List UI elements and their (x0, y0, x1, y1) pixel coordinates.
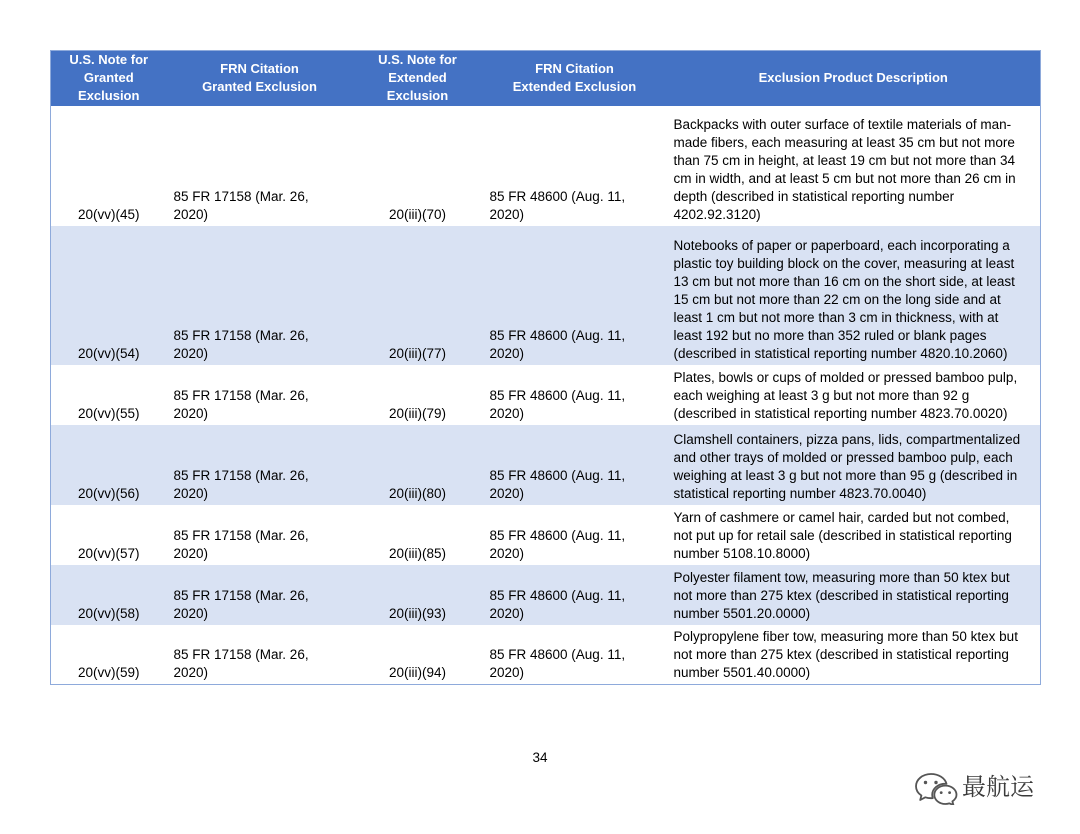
granted-frn-cell (167, 365, 353, 425)
header-granted-frn: FRN Citation Granted Exclusion (167, 51, 353, 106)
watermark-text: 最航运 (962, 773, 1034, 801)
granted-note-cell: 20(vv)(56) (51, 425, 167, 505)
table-row (51, 625, 1041, 685)
extended-note-cell: 20(iii)(80) (353, 425, 483, 505)
granted-note-cell: 20(vv)(55) (77, 405, 140, 421)
extended-frn-text: 85 FR 48600 (Aug. 11, 2020) (489, 387, 626, 421)
description-cell (667, 425, 1041, 505)
extended-note-cell: 20(iii)(70) (388, 206, 446, 222)
granted-frn-text: 85 FR 17158 (Mar. 26, 2020) (173, 587, 309, 621)
table-row (51, 505, 1041, 565)
granted-frn-text: 85 FR 17158 (Mar. 26, 2020) (173, 327, 309, 361)
extended-frn-text: 85 FR 48600 (Aug. 11, 2020) (489, 647, 626, 680)
granted-frn-text: 85 FR 17158 (Mar. 26, 2020) (173, 188, 309, 222)
description-text: Clamshell containers, pizza pans, lids, compartmentalized and other trays of molded or pressed bamboo pulp, each weighing at least 3 g but not more than 95 g (described in statistical reporting number 4823.70.0040) (673, 431, 1021, 501)
extended-frn-cell (483, 505, 667, 565)
description-cell (667, 625, 1041, 685)
description-text: Polypropylene fiber tow, measuring more than 50 ktex but not more than 275 ktex (described in statistical reporting number 5501.40.0000) (673, 629, 1018, 680)
extended-frn-cell (483, 365, 667, 425)
description-cell (667, 365, 1041, 425)
description-cell (667, 565, 1041, 625)
description-cell (667, 505, 1041, 565)
description-text: Notebooks of paper or paperboard, each incorporating a plastic toy building block on the cover, measuring at least 13 cm but not more than 16 cm on the short side, at least 15 cm but not more than 22 cm on the long side and at least 1 cm but not more than 3 cm in thickness, with at least 192 but no more than 352 ruled or blank pages (described in statistical reporting number 4820.10.2060) (673, 237, 1015, 361)
extended-frn-cell (483, 425, 667, 505)
table-row (51, 226, 1041, 365)
header-description: Exclusion Product Description (667, 51, 1041, 106)
description-cell (667, 106, 1041, 226)
table-row (51, 365, 1041, 425)
wechat-icon (914, 771, 958, 805)
description-text: Backpacks with outer surface of textile materials of man- made fibers, each measuring at least 35 cm but not more than 75 cm in height, at least 19 cm but not more than 34 cm in width, and at least 5 cm but not more than 26 cm in depth (described in statistical reporting number 4202.92.3120) (673, 116, 1016, 222)
granted-frn-cell (167, 625, 353, 685)
table-row (51, 425, 1041, 505)
granted-note-cell: 20(vv)(54) (51, 226, 167, 365)
header-granted-note: U.S. Note for Granted Exclusion (51, 51, 167, 106)
header-extended-note: U.S. Note for Extended Exclusion (353, 51, 483, 106)
granted-note-cell: 20(vv)(58) (51, 565, 167, 625)
granted-frn-text: 85 FR 17158 (Mar. 26, 2020) (173, 527, 309, 561)
table-header-row (51, 51, 1041, 106)
extended-frn-cell (483, 106, 667, 226)
table-row (51, 106, 1041, 226)
granted-frn-text: 85 FR 17158 (Mar. 26, 2020) (173, 387, 309, 421)
granted-frn-cell (167, 565, 353, 625)
extended-note-cell: 20(iii)(94) (388, 665, 446, 680)
extended-frn-cell (483, 565, 667, 625)
granted-frn-cell (167, 106, 353, 226)
granted-frn-cell (167, 226, 353, 365)
granted-note-cell: 20(vv)(45) (77, 206, 140, 222)
extended-note-cell: 20(iii)(93) (353, 565, 483, 625)
extended-frn-text: 85 FR 48600 (Aug. 11, 2020) (489, 587, 626, 621)
granted-note-cell: 20(vv)(59) (77, 665, 140, 680)
granted-frn-text: 85 FR 17158 (Mar. 26, 2020) (173, 647, 309, 680)
description-text: Plates, bowls or cups of molded or pressed bamboo pulp, each weighing at least 3 g but not more than 92 g (described in statistical reporting number 4823.70.0020) (673, 369, 1018, 421)
extended-frn-text: 85 FR 48600 (Aug. 11, 2020) (489, 467, 626, 501)
description-cell (667, 226, 1041, 365)
extended-note-cell: 20(iii)(77) (353, 226, 483, 365)
extended-frn-text: 85 FR 48600 (Aug. 11, 2020) (489, 188, 626, 222)
page-number: 34 (532, 750, 548, 765)
extended-frn-text: 85 FR 48600 (Aug. 11, 2020) (489, 527, 626, 561)
granted-frn-text: 85 FR 17158 (Mar. 26, 2020) (173, 467, 309, 501)
granted-note-cell: 20(vv)(57) (77, 545, 140, 561)
extended-note-cell: 20(iii)(85) (388, 545, 446, 561)
description-text: Yarn of cashmere or camel hair, carded but not combed, not put up for retail sale (described in statistical reporting number 5108.10.8000) (673, 509, 1012, 561)
header-extended-frn: FRN Citation Extended Exclusion (483, 51, 667, 106)
granted-frn-cell (167, 505, 353, 565)
granted-frn-cell (167, 425, 353, 505)
extended-note-cell: 20(iii)(79) (388, 405, 446, 421)
table-row (51, 565, 1041, 625)
extended-frn-cell (483, 625, 667, 685)
extended-frn-text: 85 FR 48600 (Aug. 11, 2020) (489, 327, 626, 361)
description-text: Polyester filament tow, measuring more than 50 ktex but not more than 275 ktex (described in statistical reporting number 5501.20.0000) (673, 569, 1010, 621)
exclusion-table (50, 50, 1041, 685)
extended-frn-cell (483, 226, 667, 365)
